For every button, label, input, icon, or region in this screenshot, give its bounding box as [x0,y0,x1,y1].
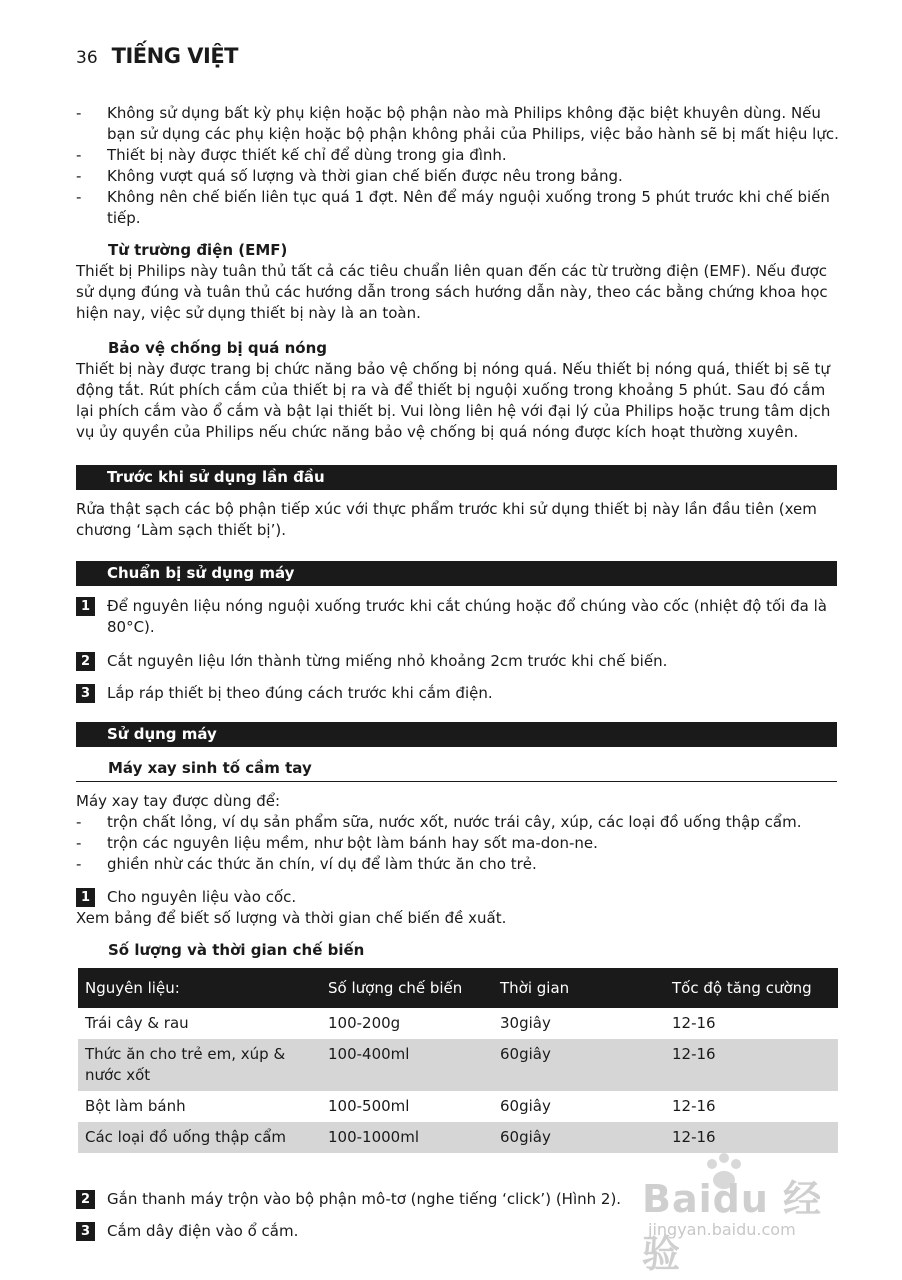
step-text: Lắp ráp thiết bị theo đúng cách trước khi cắm điện. [107,684,493,702]
table-cell: Bột làm bánh [85,1097,186,1115]
step-number-badge: 2 [76,652,95,671]
table-cell: Thức ăn cho trẻ em, xúp & nước xốt [78,1039,321,1091]
column-header: Nguyên liệu: [78,968,321,1008]
overheat-body: Thiết bị này được trang bị chức năng bảo vệ chống bị nóng quá. Nếu thiết bị nóng quá, thiết bị sẽ tự động tắt. Rút phích cắm của thiết bị ra và để thiết bị nguội xuống trong khoảng 5 phút. Sau đó cắm lại phích cắm vào ổ cắm và bật lại thiết bị. Vui lòng liên hệ với đại lý của Philips hoặc trung tâm dịch vụ ủy quyền của Philips nếu chức năng bảo vệ chống bị quá nóng được kích hoạt thường xuyên. [76,360,831,441]
table-cell: 100-200g [328,1014,401,1032]
first-use-body: Rửa thật sạch các bộ phận tiếp xúc với thực phẩm trước khi sử dụng thiết bị này lần đầu tiên (xem chương ‘Làm sạch thiết bị’). [76,500,817,539]
table-cell: 60giây [493,1039,665,1091]
list-item: - Không vượt quá số lượng và thời gian chế biến được nêu trong bảng. [76,166,841,187]
usage-step-1 [76,887,841,908]
table-cell: 12-16 [672,1097,716,1115]
step-number-badge: 3 [76,1222,95,1241]
hand-blender-heading: Máy xay sinh tố cầm tay [108,759,312,777]
prepare-step-3 [76,683,841,704]
table-cell: 100-400ml [321,1039,493,1091]
table-row [78,1008,838,1039]
table-cell: Trái cây & rau [85,1014,189,1032]
table-cell: Các loại đồ uống thập cẩm [78,1122,321,1153]
table-cell: 12-16 [672,1014,716,1032]
table-row [78,1122,838,1153]
baidu-watermark [640,1150,850,1276]
emf-heading: Từ trường điện (EMF) [108,241,288,259]
processing-table [78,968,838,1153]
table-header-row [78,968,838,1008]
step-text: Cho nguyên liệu vào cốc. [107,888,297,906]
intro-warnings-list [76,103,841,229]
column-header: Tốc độ tăng cường [665,968,838,1008]
list-item: - trộn chất lỏng, ví dụ sản phẩm sữa, nước xốt, nước trái cây, xúp, các loại đồ uống thập cẩm. [76,812,841,833]
table-row [78,1039,838,1091]
first-use-section-bar: Trước khi sử dụng lần đầu [76,465,837,490]
language-title: TIẾNG VIỆT [111,44,238,68]
emf-body: Thiết bị Philips này tuân thủ tất cả các tiêu chuẩn liên quan đến các từ trường điện (EMF). Nếu được sử dụng đúng và tuân thủ các hướng dẫn trong sách hướng dẫn này, theo các bằng chứng khoa học hiện nay, việc sử dụng thiết bị này là an toàn. [76,262,828,322]
table-cell: 100-500ml [328,1097,410,1115]
table-heading: Số lượng và thời gian chế biến [108,941,365,959]
step-number-badge: 3 [76,684,95,703]
overheat-heading: Bảo vệ chống bị quá nóng [108,339,328,357]
table-cell: 12-16 [665,1039,838,1091]
watermark-brand: Baidu 经验 [642,1177,823,1276]
table-cell: 12-16 [665,1122,838,1153]
table-cell: 60giây [493,1122,665,1153]
list-item: - ghiền nhừ các thức ăn chín, ví dụ để làm thức ăn cho trẻ. [76,854,841,875]
table-cell: 30giây [500,1014,551,1032]
step-text: Gắn thanh máy trộn vào bộ phận mô-tơ (nghe tiếng ‘click’) (Hình 2). [107,1190,622,1208]
usage-step-1-note: Xem bảng để biết số lượng và thời gian chế biến đề xuất. [76,909,507,927]
usage-section-bar: Sử dụng máy [76,722,837,747]
prepare-section-bar: Chuẩn bị sử dụng máy [76,561,837,586]
column-header: Thời gian [493,968,665,1008]
step-number-badge: 2 [76,1190,95,1209]
page-number: 36 [76,48,98,68]
table-cell: 100-1000ml [321,1122,493,1153]
list-item: - trộn các nguyên liệu mềm, như bột làm bánh hay sốt ma-don-ne. [76,833,841,854]
step-number-badge: 1 [76,597,95,616]
prepare-step-1 [76,596,841,638]
list-item: - Thiết bị này được thiết kế chỉ để dùng trong gia đình. [76,145,841,166]
step-text: Để nguyên liệu nóng nguội xuống trước khi cắt chúng hoặc đổ chúng vào cốc (nhiệt độ tối đa là 80°C). [107,597,827,636]
section-divider [76,781,837,782]
step-number-badge: 1 [76,888,95,907]
step-text: Cắt nguyên liệu lớn thành từng miếng nhỏ khoảng 2cm trước khi chế biến. [107,652,668,670]
usage-list [76,812,841,875]
usage-intro: Máy xay tay được dùng để: [76,792,281,810]
page-header [76,44,238,68]
step-text: Cắm dây điện vào ổ cắm. [107,1222,299,1240]
prepare-step-2 [76,651,841,672]
column-header: Số lượng chế biến [321,968,493,1008]
list-item: - Không nên chế biến liên tục quá 1 đợt. Nên để máy nguội xuống trong 5 phút trước khi chế biến tiếp. [76,187,841,229]
list-item: - Không sử dụng bất kỳ phụ kiện hoặc bộ phận nào mà Philips không đặc biệt khuyên dùng. Nếu bạn sử dụng các phụ kiện hoặc bộ phận không phải của Philips, việc bảo hành sẽ bị mất hiệu lực. [76,103,841,145]
watermark-url: jingyan.baidu.com [648,1220,796,1239]
table-cell: 60giây [500,1097,551,1115]
table-row [78,1091,838,1122]
